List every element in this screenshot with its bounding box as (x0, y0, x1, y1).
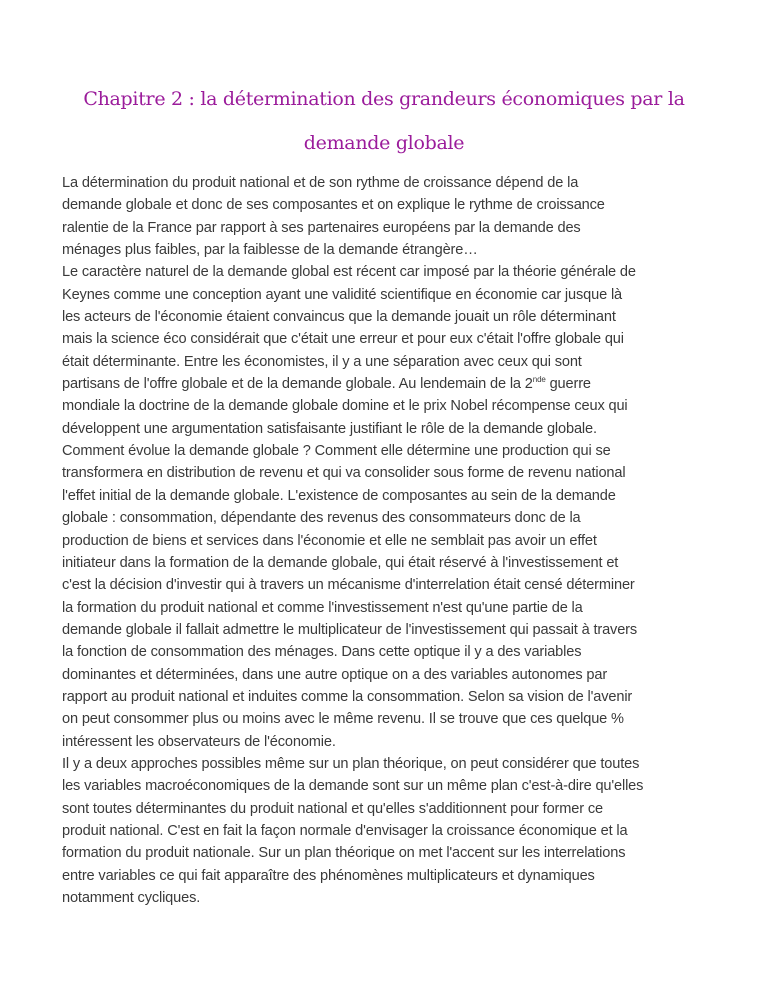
text-line (62, 686, 722, 708)
text-line-content: ménages plus faibles, par la faiblesse de la demande étrangère… (62, 242, 478, 259)
text-line-content: la formation du produit national et comme l'investissement n'est qu'une partie de la (62, 599, 583, 616)
text-line (62, 865, 722, 887)
text-line-continuation: guerre (545, 376, 591, 393)
text-line (62, 217, 722, 239)
text-line-content: partisans de l'offre globale et de la demande globale. Au lendemain de la 2 (62, 376, 533, 393)
text-line (62, 395, 722, 417)
text-line-content: demande globale il fallait admettre le multiplicateur de l'investissement qui passait à travers (62, 621, 638, 638)
chapter-title-line-2: demande globale (303, 132, 465, 154)
text-line-content: initiateur dans la formation de la demande globale, qui était réservé à l'investissement et (62, 554, 619, 571)
text-line-content: était déterminante. Entre les économistes, il y a une séparation avec ceux qui sont (62, 353, 582, 370)
text-line-content: développent une argumentation satisfaisante justifiant le rôle de la demande globale. (62, 420, 597, 437)
text-line-content: intéressent les observateurs de l'économie. (62, 733, 336, 750)
ordinal-superscript: nde (532, 375, 546, 385)
text-line (62, 552, 722, 574)
chapter-title-line-1: Chapitre 2 : la détermination des grandeurs économiques par la (83, 88, 685, 110)
text-line (62, 641, 722, 663)
text-line (62, 284, 722, 306)
text-line (62, 507, 722, 529)
text-line-content: entre variables ce qui fait apparaître des phénomènes multiplicateurs et dynamiques (62, 867, 595, 884)
text-line (62, 775, 722, 797)
text-line-content: La détermination du produit national et de son rythme de croissance dépend de la (62, 175, 579, 191)
text-line-content: production de biens et services dans l'économie et elle ne semblait pas avoir un effet (62, 532, 597, 549)
text-line (62, 351, 722, 373)
text-line-content: rapport au produit national et induites comme la consommation. Selon sa vision de l'avenir (62, 688, 633, 705)
text-line-content: la fonction de consommation des ménages. Dans cette optique il y a des variables (62, 644, 582, 661)
text-line-content: Le caractère naturel de la demande global est récent car imposé par la théorie générale de (62, 264, 636, 281)
text-line (62, 440, 722, 462)
text-line-content: demande globale et donc de ses composantes et on explique le rythme de croissance (62, 197, 605, 214)
text-line (62, 842, 722, 864)
text-line-content: notamment cycliques. (62, 890, 201, 906)
text-line-content: Comment évolue la demande globale ? Comment elle détermine une production qui se (62, 443, 611, 460)
text-line (62, 731, 722, 753)
text-line-content: on peut consommer plus ou moins avec le même revenu. Il se trouve que ces quelque % (62, 711, 624, 728)
text-line (62, 820, 722, 842)
text-line (62, 664, 722, 686)
text-line (62, 753, 722, 775)
text-line (62, 373, 722, 395)
text-line-content: ralentie de la France par rapport à ses partenaires européens par la demande des (62, 219, 581, 236)
text-line (62, 597, 722, 619)
text-line (62, 239, 722, 261)
text-line-content: les acteurs de l'économie étaient convaincus que la demande jouait un rôle déterminant (62, 309, 616, 326)
text-line (62, 798, 722, 820)
text-line-content: c'est la décision d'investir qui à travers un mécanisme d'interrelation était censé déterminer (62, 577, 635, 594)
text-line-content: Il y a deux approches possibles même sur un plan théorique, on peut considérer que toutes (62, 755, 640, 772)
text-line (62, 194, 722, 216)
text-line-content: l'effet initial de la demande globale. L'existence de composantes au sein de la demande (62, 487, 616, 504)
text-line-content: les variables macroéconomiques de la demande sont sur un même plan c'est-à-dire qu'elles (62, 778, 644, 795)
text-line (62, 306, 722, 328)
text-line (62, 418, 722, 440)
text-line (62, 708, 722, 730)
text-line (62, 261, 722, 283)
text-line-content: Keynes comme une conception ayant une validité scientifique en économie car jusque là (62, 286, 622, 303)
text-line-content: transformera en distribution de revenu et qui va consolider sous forme de revenu national (62, 465, 626, 482)
text-line (62, 172, 722, 194)
text-line-content: mais la science éco considérait que c'était une erreur et pour eux c'était l'offre globale qui (62, 331, 624, 348)
body-text (62, 172, 722, 909)
text-line-content: dominantes et déterminées, dans une autre optique on a des variables autonomes par (62, 666, 608, 683)
text-line-content: sont toutes déterminantes du produit national et qu'elles s'additionnent pour former ce (62, 800, 603, 817)
text-line-content: globale : consommation, dépendante des revenus des consommateurs donc de la (62, 510, 581, 527)
text-line (62, 887, 722, 909)
text-line-content: formation du produit nationale. Sur un plan théorique on met l'accent sur les interrelations (62, 845, 626, 862)
text-line (62, 328, 722, 350)
text-line (62, 574, 722, 596)
text-line (62, 462, 722, 484)
text-line (62, 530, 722, 552)
text-line-content: produit national. C'est en fait la façon normale d'envisager la croissance économique et la (62, 822, 628, 839)
text-line-content: mondiale la doctrine de la demande globale domine et le prix Nobel récompense ceux qui (62, 398, 628, 415)
text-line (62, 485, 722, 507)
text-line (62, 619, 722, 641)
